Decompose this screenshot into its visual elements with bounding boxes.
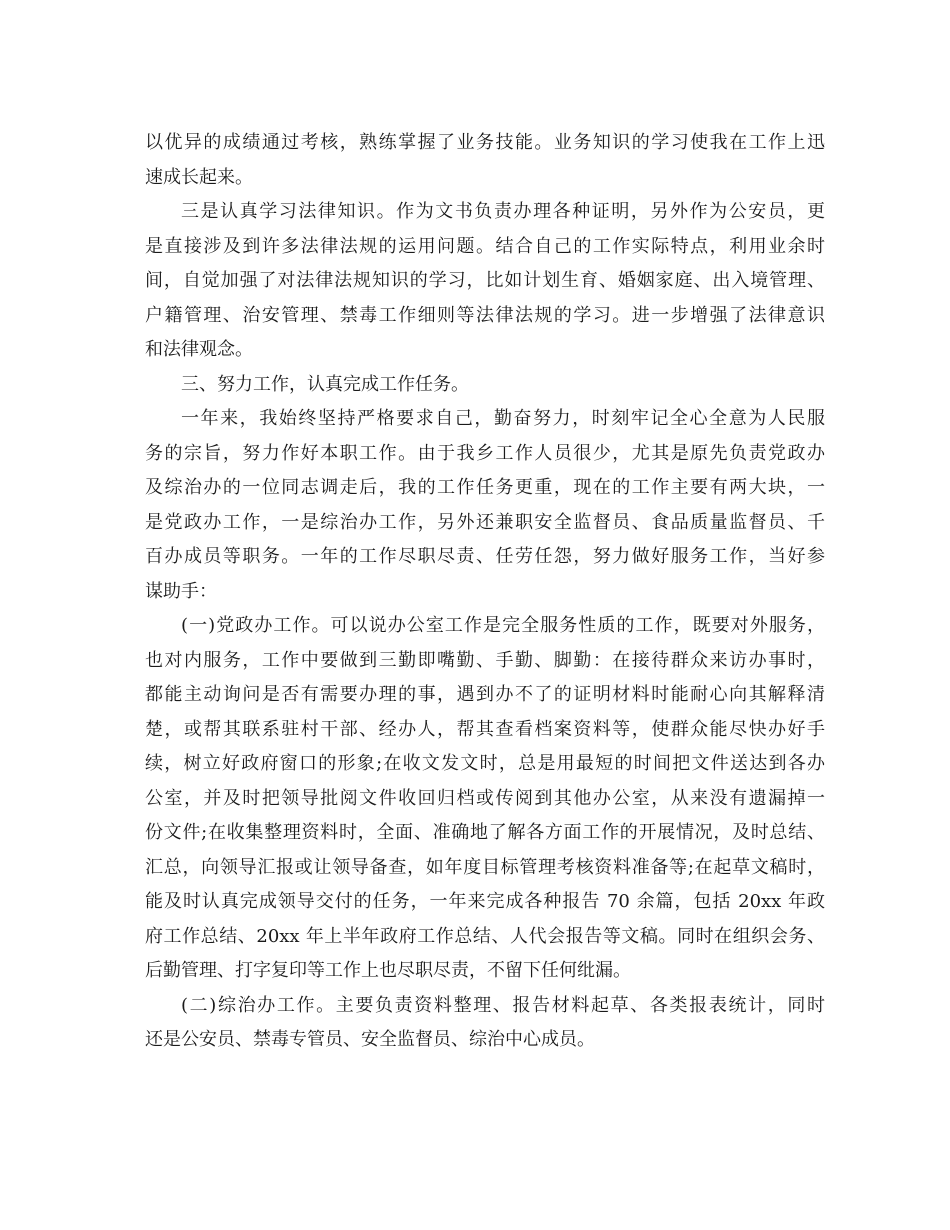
text-line: 后勤管理、打字复印等工作上也尽职尽责，不留下任何纰漏。 (145, 960, 631, 981)
text-line: 还是公安员、禁毒专管员、安全监督员、综治中心成员。 (145, 1029, 595, 1050)
text-line: 份文件;在收集整理资料时，全面、准确地了解各方面工作的开展情况，及时总结、 (145, 822, 825, 843)
text-line: 速成长起来。 (145, 166, 253, 188)
text-line: 也对内服务，工作中要做到三勤即嘴勤、手勤、脚勤：在接待群众来访办事时， (145, 649, 825, 671)
text-line: 三、努力工作，认真完成工作任务。 (181, 373, 469, 395)
text-line: 是党政办工作，一是综治办工作，另外还兼职安全监督员、食品质量监督员、千 (145, 511, 825, 533)
text-line: 公室，并及时把领导批阅文件收回归档或传阅到其他办公室，从来没有遗漏掉一 (145, 787, 825, 809)
text-line: 府工作总结、20xx 年上半年政府工作总结、人代会报告等文稿。同时在组织会务、 (145, 925, 825, 947)
text-line: 是直接涉及到许多法律法规的运用问题。结合自己的工作实际特点，利用业余时 (145, 235, 825, 257)
text-line: 以优异的成绩通过考核，熟练掌握了业务技能。业务知识的学习使我在工作上迅 (145, 132, 825, 153)
text-line: 汇总，向领导汇报或让领导备查，如年度目标管理考核资料准备等;在起草文稿时， (145, 856, 825, 878)
document-body (145, 126, 825, 1058)
text-line: (一)党政办工作。可以说办公室工作是完全服务性质的工作，既要对外服务， (181, 615, 825, 636)
text-line: 一年来，我始终坚持严格要求自己，勤奋努力，时刻牢记全心全意为人民服 (181, 408, 825, 429)
text-line: 户籍管理、治安管理、禁毒工作细则等法律法规的学习。进一步增强了法律意识 (145, 304, 825, 326)
text-line: 和法律观念。 (145, 339, 253, 360)
text-line: 及综治办的一位同志调走后，我的工作任务更重，现在的工作主要有两大块，一 (145, 477, 825, 498)
text-line: 都能主动询问是否有需要办理的事，遇到办不了的证明材料时能耐心向其解释清 (145, 684, 825, 705)
text-line: (二)综治办工作。主要负责资料整理、报告材料起草、各类报表统计，同时 (181, 994, 825, 1016)
text-line: 间，自觉加强了对法律法规知识的学习，比如计划生育、婚姻家庭、出入境管理、 (145, 270, 825, 291)
text-line: 务的宗旨，努力作好本职工作。由于我乡工作人员很少，尤其是原先负责党政办 (145, 442, 825, 464)
text-line: 能及时认真完成领导交付的任务，一年来完成各种报告 70 余篇，包括 20xx 年政 (145, 891, 825, 912)
text-line: 百办成员等职务。一年的工作尽职尽责、任劳任怨，努力做好服务工作，当好参 (145, 546, 825, 567)
text-line: 谋助手： (145, 580, 217, 602)
text-line: 三是认真学习法律知识。作为文书负责办理各种证明，另外作为公安员，更 (181, 201, 825, 222)
text-line: 续，树立好政府窗口的形象;在收文发文时，总是用最短的时间把文件送达到各办 (145, 753, 825, 774)
text-line: 楚，或帮其联系驻村干部、经办人，帮其查看档案资料等，使群众能尽快办好手 (145, 718, 825, 740)
